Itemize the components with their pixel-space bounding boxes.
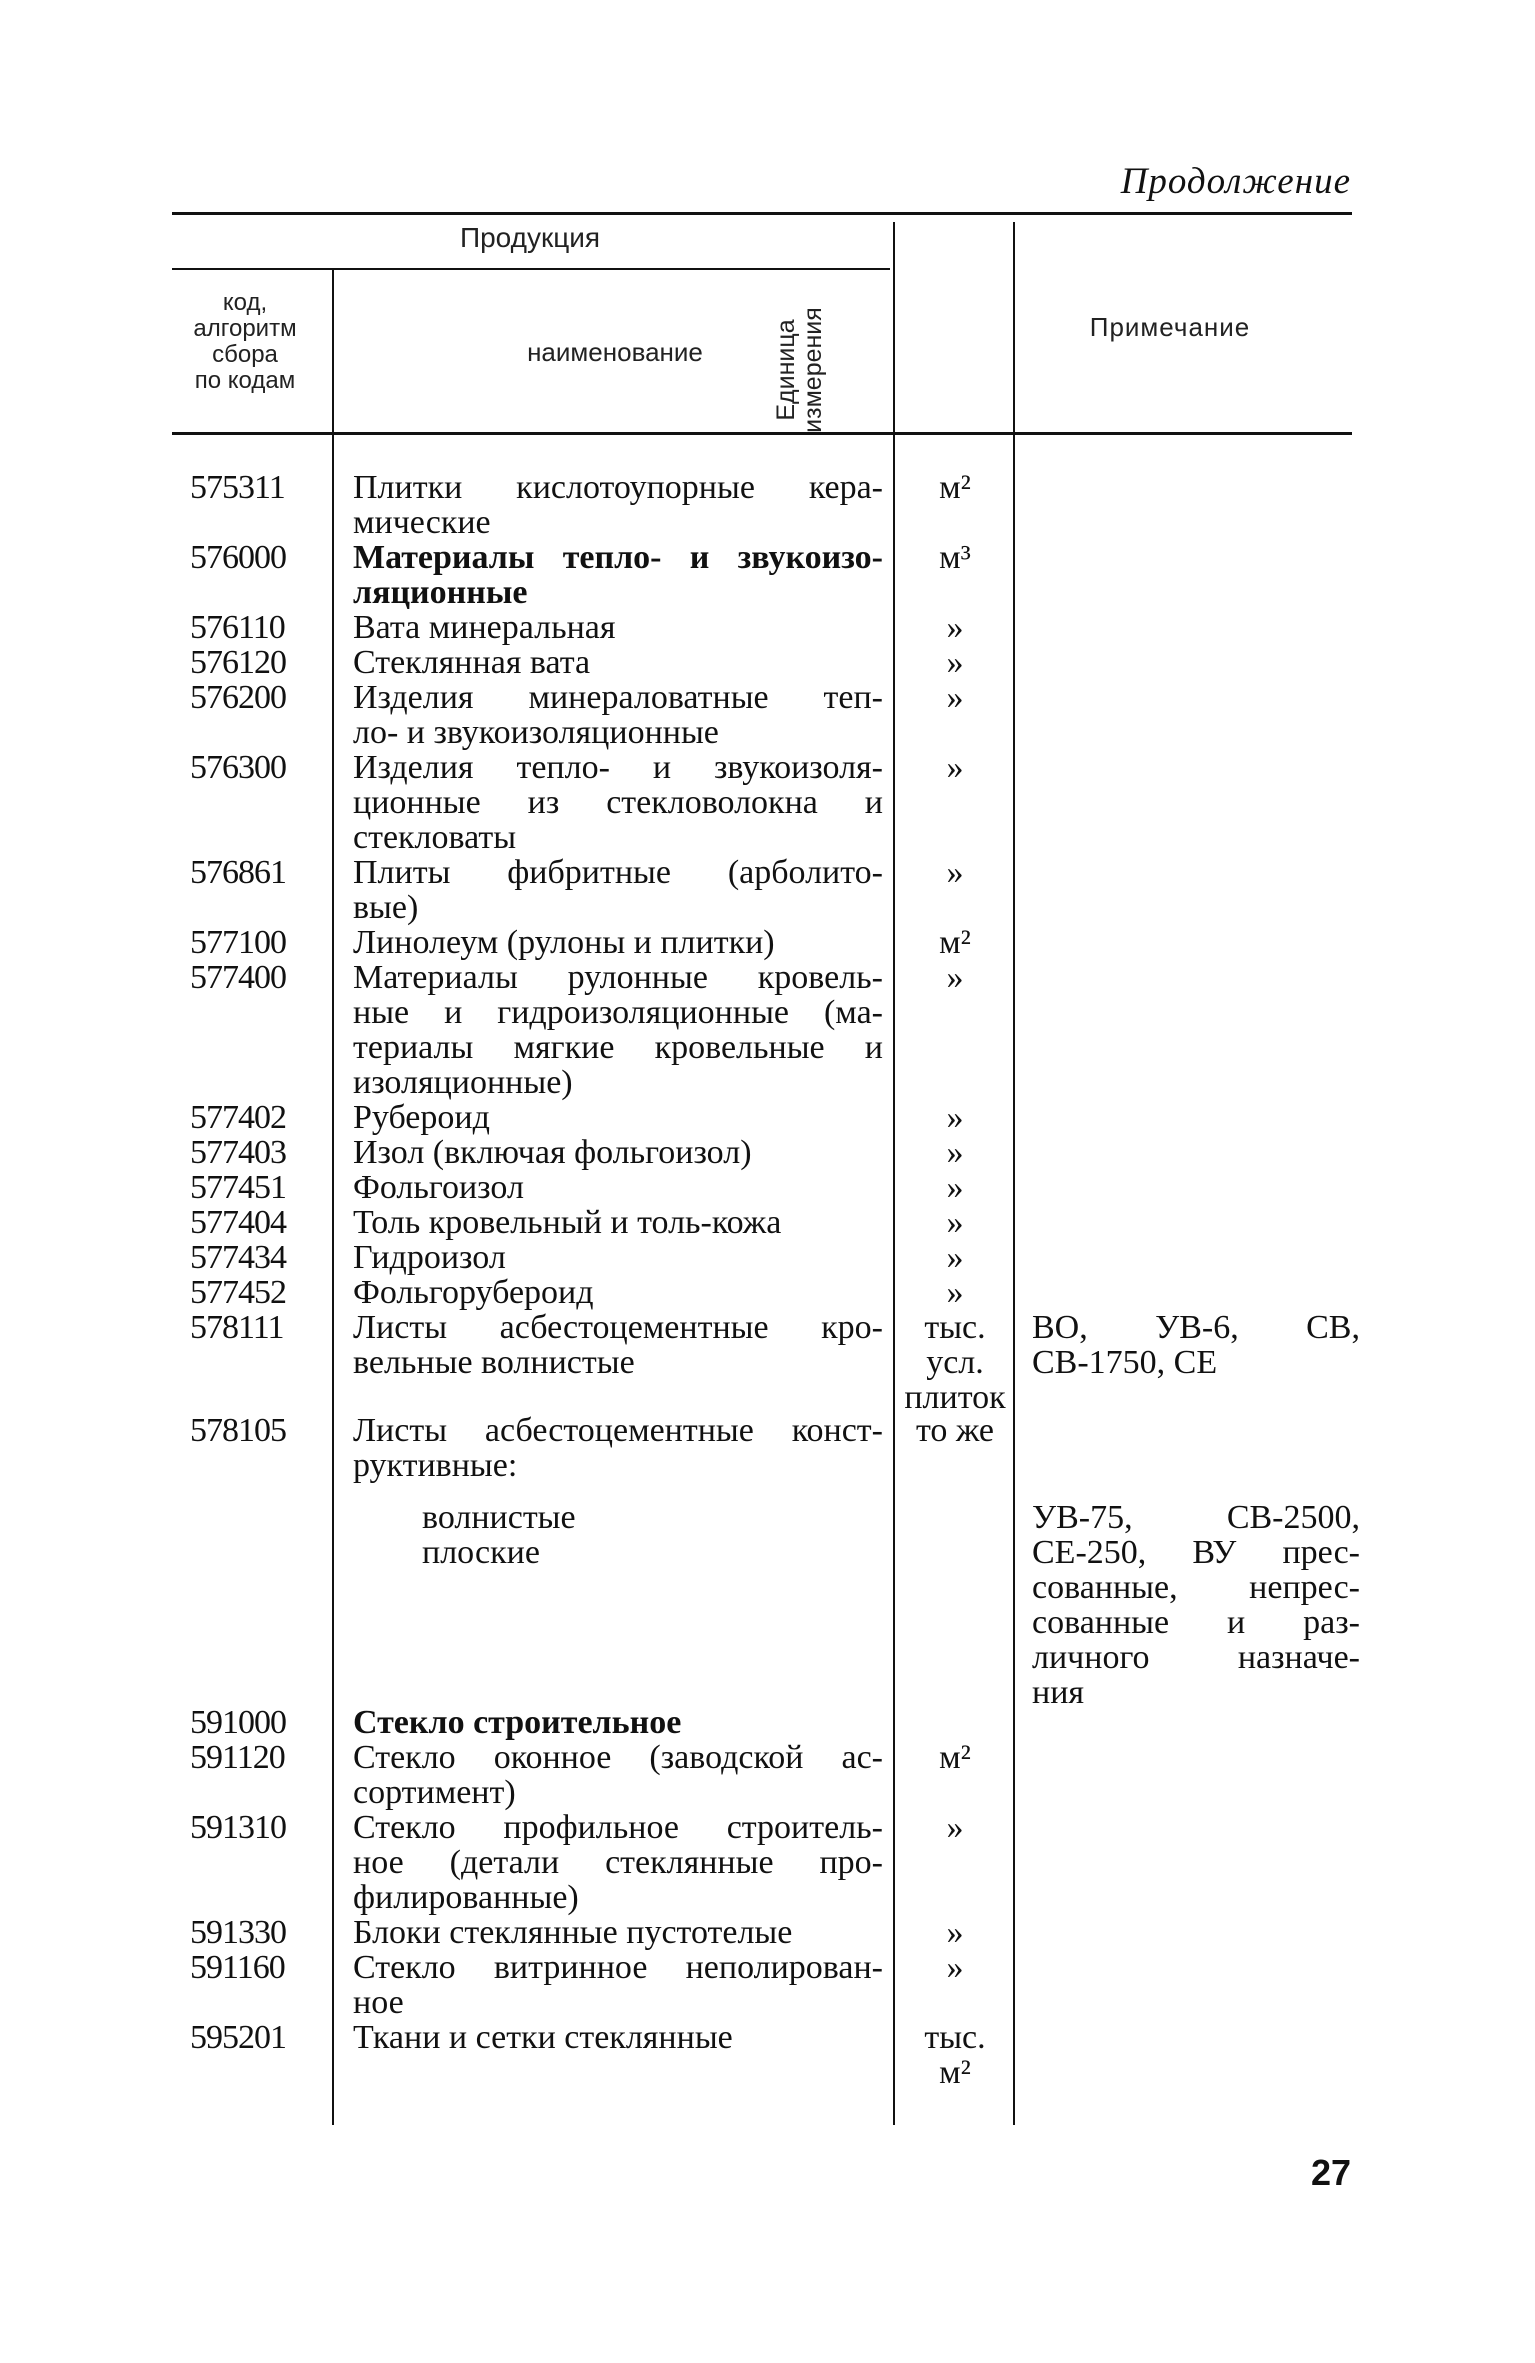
row-note-line: СВ-1750, СЕ xyxy=(1032,1344,1218,1381)
row-name-line: Изол (включая фольгоизол) xyxy=(353,1134,752,1171)
row-note-line: ния xyxy=(1032,1674,1085,1711)
row-name-line: Плитки кислотоупорные кера- xyxy=(353,469,883,506)
row-unit: м² xyxy=(939,1739,971,1776)
row-unit-line: тыс. xyxy=(924,1309,986,1346)
row-name xyxy=(353,680,883,750)
row-unit-line: плиток xyxy=(904,1379,1006,1416)
row-code: 575311 xyxy=(190,469,285,506)
row-name xyxy=(353,1310,883,1380)
row-name-line: вельные волнистые xyxy=(353,1344,635,1381)
row-note-line: личного назначе- xyxy=(1032,1639,1360,1676)
row-name-line: ляционные xyxy=(353,574,528,611)
row-name-line: Блоки стеклянные пустотелые xyxy=(353,1914,793,1951)
header-top-rule xyxy=(172,212,1352,215)
row-code: 577402 xyxy=(190,1099,286,1136)
row-unit: » xyxy=(946,1204,964,1241)
row-name-line: Стекло профильное строитель- xyxy=(353,1809,883,1846)
row-name-line: ные и гидроизоляционные (ма- xyxy=(353,994,883,1031)
row-code: 577400 xyxy=(190,959,286,996)
code-column-divider xyxy=(332,270,334,2125)
row-note-line: СЕ-250, ВУ прес- xyxy=(1032,1534,1360,1571)
header-code xyxy=(160,290,330,394)
row-unit: » xyxy=(946,854,964,891)
row-name-line: Вата минеральная xyxy=(353,609,616,646)
row-name-line: ное (детали стеклянные про- xyxy=(353,1844,883,1881)
row-unit: » xyxy=(946,959,964,996)
row-unit: » xyxy=(946,609,964,646)
header-code-line: по кодам xyxy=(194,367,296,394)
row-code: 577100 xyxy=(190,924,286,961)
page-number: 27 xyxy=(1310,2152,1351,2193)
row-code: 591000 xyxy=(190,1704,286,1741)
row-name-line: Рубероид xyxy=(353,1099,490,1136)
header-unit xyxy=(730,270,870,470)
row-name xyxy=(353,1205,883,1240)
row-name xyxy=(353,1705,883,1740)
row-unit: » xyxy=(946,749,964,786)
row-code: 591310 xyxy=(190,1809,286,1846)
row-code: 595201 xyxy=(190,2019,286,2056)
row-name-line: Стеклянная вата xyxy=(353,644,591,681)
row-name xyxy=(353,540,883,610)
row-name xyxy=(353,1915,883,1950)
row-unit: » xyxy=(946,1809,964,1846)
row-name-line: Фольгоизол xyxy=(353,1169,524,1206)
row-name xyxy=(353,645,883,680)
row-code: 591330 xyxy=(190,1914,286,1951)
row-name xyxy=(353,1240,883,1275)
row-name-line: руктивные: xyxy=(353,1447,518,1484)
row-code: 576120 xyxy=(190,644,286,681)
row-unit-line: м² xyxy=(939,2054,971,2091)
row-unit: м² xyxy=(939,924,971,961)
row-unit: » xyxy=(946,1239,964,1276)
row-name-line: териалы мягкие кровельные и xyxy=(353,1029,883,1066)
row-unit-line: тыс. xyxy=(924,2019,986,2056)
header-product: Продукция xyxy=(459,222,601,253)
row-unit: то же xyxy=(915,1412,995,1449)
row-name-line: Изделия минераловатные теп- xyxy=(353,679,883,716)
row-name xyxy=(353,1740,883,1810)
row-name-line: Стекло строительное xyxy=(353,1704,682,1741)
row-code: 578105 xyxy=(190,1412,286,1449)
row-name xyxy=(353,1950,883,2020)
row-note-line: ВО, УВ-6, СВ, xyxy=(1032,1309,1360,1346)
header-code-line: сбора xyxy=(212,341,278,368)
row-unit: » xyxy=(946,1134,964,1171)
header-name: наименование xyxy=(527,337,703,367)
row-code: 576300 xyxy=(190,749,286,786)
row-name-line: Материалы тепло- и звукоизо- xyxy=(353,539,883,576)
row-name xyxy=(353,960,883,1100)
row-name xyxy=(353,470,883,540)
row-name xyxy=(353,1810,883,1915)
row-name xyxy=(353,855,883,925)
header-note: Примечание xyxy=(1089,312,1251,342)
row-name-line: плоские xyxy=(422,1534,540,1571)
row-name xyxy=(353,1275,883,1310)
header-unit-line: Единица xyxy=(772,319,800,421)
row-name-line: ло- и звукоизоляционные xyxy=(353,714,719,751)
row-note-line: сованные, непрес- xyxy=(1032,1569,1360,1606)
row-name xyxy=(353,1135,883,1170)
row-name-line: Фольгорубероид xyxy=(353,1274,594,1311)
row-name-line: Материалы рулонные кровель- xyxy=(353,959,883,996)
row-name-line: Ткани и сетки стеклянные xyxy=(353,2019,733,2056)
row-unit: » xyxy=(946,1949,964,1986)
row-name-line: Стекло оконное (заводской ас- xyxy=(353,1739,883,1776)
row-name xyxy=(353,1100,883,1135)
row-code: 576000 xyxy=(190,539,286,576)
row-name xyxy=(353,610,883,645)
row-unit-line: усл. xyxy=(926,1344,984,1381)
row-name-line: Плиты фибритные (арболито- xyxy=(353,854,883,891)
header-code-line: алгоритм xyxy=(193,315,297,342)
row-name xyxy=(353,2020,883,2055)
row-unit: » xyxy=(946,644,964,681)
header-code-line: код, xyxy=(222,289,268,316)
row-note xyxy=(1032,1500,1360,1710)
row-unit: » xyxy=(946,1169,964,1206)
row-unit: » xyxy=(946,1099,964,1136)
row-code: 591160 xyxy=(190,1949,285,1986)
row-name-line: Листы асбестоцементные конст- xyxy=(353,1412,883,1449)
row-name xyxy=(353,1413,883,1483)
row-note-line: сованные и раз- xyxy=(1032,1604,1360,1641)
row-code: 578111 xyxy=(190,1309,284,1346)
row-name-line: Гидроизол xyxy=(353,1239,506,1276)
row-code: 577403 xyxy=(190,1134,286,1171)
row-name-line: ное xyxy=(353,1984,404,2021)
row-code: 577452 xyxy=(190,1274,286,1311)
row-name-line: мические xyxy=(353,504,491,541)
row-name-line: Стекло витринное неполирован- xyxy=(353,1949,883,1986)
row-name-line: Изделия тепло- и звукоизоля- xyxy=(353,749,883,786)
row-name-line: Толь кровельный и толь-кожа xyxy=(353,1204,782,1241)
row-code: 577434 xyxy=(190,1239,286,1276)
row-name-line: стекловаты xyxy=(353,819,517,856)
row-name xyxy=(422,1500,822,1570)
row-unit xyxy=(895,1310,1015,1415)
row-name xyxy=(353,750,883,855)
row-name-line: сортимент) xyxy=(353,1774,516,1811)
row-name-line: изоляционные) xyxy=(353,1064,573,1101)
header-unit-line: измерения xyxy=(799,307,827,433)
row-code: 576200 xyxy=(190,679,286,716)
row-name-line: вые) xyxy=(353,889,419,926)
row-note-line: УВ-75, СВ-2500, xyxy=(1032,1499,1360,1536)
row-unit xyxy=(895,2020,1015,2090)
row-name-line: Листы асбестоцементные кро- xyxy=(353,1309,883,1346)
row-code: 577404 xyxy=(190,1204,286,1241)
row-code: 591120 xyxy=(190,1739,285,1776)
row-unit: » xyxy=(946,679,964,716)
row-name-line: волнистые xyxy=(422,1499,576,1536)
continuation-label: Продолжение xyxy=(1120,161,1351,202)
row-name xyxy=(353,1170,883,1205)
row-name-line: Линолеум (рулоны и плитки) xyxy=(353,924,775,961)
row-name-line: филированные) xyxy=(353,1879,579,1916)
row-code: 576861 xyxy=(190,854,286,891)
row-unit: » xyxy=(946,1274,964,1311)
row-code: 577451 xyxy=(190,1169,286,1206)
row-code: 576110 xyxy=(190,609,285,646)
row-name-line: ционные из стекловолокна и xyxy=(353,784,883,821)
row-unit: м³ xyxy=(939,539,971,576)
row-name xyxy=(353,925,883,960)
row-unit: » xyxy=(946,1914,964,1951)
row-unit: м² xyxy=(939,469,971,506)
row-note xyxy=(1032,1310,1360,1380)
